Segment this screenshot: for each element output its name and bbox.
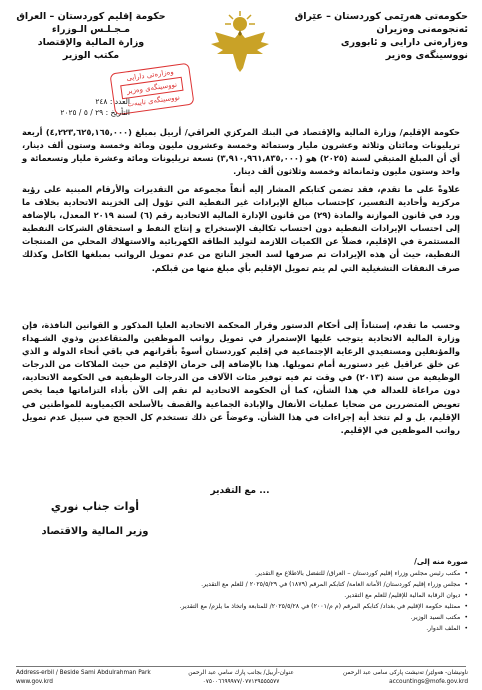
- footer-middle-phone: ٠٧٥٠٠٦٦٩٩٩٧٧/٠٧٧١٣٩٥٥٥٥٧٧: [202, 679, 280, 685]
- footer-middle-address: عنوان-أربيل/ بجانب پارك سامي عبد الرحمن: [188, 670, 294, 676]
- ref-number-value: ٢٤٨: [95, 97, 108, 106]
- kurdistan-emblem-icon: [205, 8, 275, 78]
- cc-item: • الملف الدوار.: [148, 623, 468, 634]
- paragraph-2: علاوةً على ما تقدم، فقد تضمن كتابكم المشار إليه أنفاً مجموعة من التقديرات والأرقام المبنية على رؤية مركزية وأحادية التفسير، كإحتساب مبالغ الإيرادات غير النفطية التي تؤول إلى الخزينة الاتحادية بخلاف ما ورد في قانون الموازنة والمادة (٢٩) من قانون الإدارة المالية الاتحادية رقم (٦) لسنة ٢٠١٩ المعدل، بالإضافة إلى احتساب الإيرادات النفطية دون احتساب تكاليف الإستخراج و إنتاج النفط و استحقاق الشركات النفطية المستثمرة في الإقليم، فضلاً عن الكميات اللازمة لتوليد الطاقة الكهربائية والاستهلاك المحلي من المنتجات النفطية، حيث أن هذه الإيرادات تم صرفها لسد العجز الناتج من عدم تمويل الرواتب بمبلغها الكامل وكذلك صرف النفقات التشغيلية التي لم يتم تمويل الإقليم بأي مبلغ منها من قبلكم.: [22, 184, 460, 273]
- stamp-line1: وەزارەتی دارایی: [125, 67, 175, 83]
- footer-left: [16, 669, 151, 687]
- footer-left-address: Address-erbil / Beside Sami Abdulrahman Park: [16, 670, 151, 676]
- signatory-title: وزير المالية والاقتصاد: [41, 526, 149, 537]
- cc-item: • مجلس وزراء إقليم كوردستان/ الأمانة العامة/ كتابكم المرقم (١٨٧٩) في ٢٠٢٥/٥/٢٩ / للعلم مع التقدير.: [148, 579, 468, 590]
- reference-block: [20, 96, 130, 118]
- closing: مع التقدير ...: [210, 486, 270, 496]
- signatory-name: أوات جناب نوري: [50, 500, 140, 513]
- footer-right-email: accountings@mofe.gov.krd: [389, 679, 468, 685]
- ref-date-label: التأريخ :: [105, 108, 130, 117]
- footer-right: [318, 669, 468, 687]
- header-kurdish-line4: نووسینگەی وەزیر: [385, 50, 468, 61]
- paragraph-1: حكومة الإقليم/ وزارة المالية والإقتصاد في البنك المركزي العراقي/ أربيل بمبلغ (٤,٢٢٣,٦٢٥,١٦٥,٠٠٠) أربعة تريليونات ومائتان وثلاثة وعشرون مليار وستمائة وخمسة وعشرون مليون ومائة وخمسة وستون ألف دينار، أي أن المبلغ المتبقي لسنة (٢٠٢٥) هو (٣,٩١٠,٩٦١,٨٣٥,٠٠٠) تسعة تريليونات ومائة وعشرة مليار وتسعمائة و واحد وستون مليون وثمانمائة وخمسة وثلاثون ألف دينار.: [22, 127, 460, 177]
- stamp-line2: نووسینگەی وەزیر: [120, 77, 183, 99]
- footer-left-web: www.gov.krd: [16, 679, 53, 685]
- header-arabic-line3: وزارة المالية والإقتصاد: [37, 37, 145, 48]
- ref-date-value: ٢٩ / ٥ / ٢٠٢٥: [60, 108, 104, 117]
- footer-divider: [16, 666, 466, 667]
- cc-item: • ممثلية حكومة الإقليم في بغداد/ كتابكم المرقم (م م/٢٠٠١) في ٢٠٢٥/٥/٢٨/ للمتابعة واتخاذ ما يلزم/ مع التقدير.: [148, 601, 468, 612]
- cc-item: • مكتب السيد الوزير.: [148, 612, 468, 623]
- footer-middle: [176, 669, 306, 687]
- header-kurdish-line1: حكومەتی هەرێمی کوردستان – عێراق: [294, 11, 468, 22]
- paragraph-3: وحسب ما تقدم، إستناداً إلى أحكام الدستور وقرار المحكمة الاتحادية العليا المذكور و القوانين النافذة، فإن وزارة المالية الاتحادية يتوجب عليها الإستمرار في تمويل رواتب الموظفين والمتقاعدين وذوي الشـهداء والمؤنفلين ومستفيدي الرعاية الإجتماعية في إقليم كوردستان أسوةً بأقرانهم في باقي أنحاء الدولة و الذي عن خلق عراقيل غير دستورية أمام تمويلها. هذا بالإضافة إلى حرمان الإقليم من حيث الملاكات من الدرجات الوظيفية من سنة (٢٠١٣) في وقت تم فيه توفير مئات الآلاف من الدرجات الوظيفية في الحكومة الاتحادية، دون مراعاة للعدالة في هذا الشأن، كما أن الحكومة الاتحادية لم تقم إلى الآن بأداء التزاماتها فيما يخص تعويض المتضررين من ضحايا عمليات الأنفال والإبادة الجماعية والقصف بالأسلحة الكيمياوية للمواطنين في الإقليم، بل و لم تتخذ أية إجراءات في هذا الشأن. وعوضاً عن ذلك تستخدم كل الحجج في سبيل عدم تمويل رواتب الموظفين في الإقليم.: [22, 320, 460, 435]
- header-arabic-line1: حكومة إقليم كوردستان – العراق: [16, 11, 166, 22]
- stamp-line3: نووسینگەی تایبەت: [126, 93, 181, 109]
- signatory-block: [20, 498, 170, 540]
- header-arabic: [16, 10, 166, 62]
- header-kurdish-line2: ئەنجومەنی وەزیران: [376, 24, 468, 35]
- cc-heading: صورة منه إلى/: [414, 557, 468, 566]
- header-arabic-line4: مكتب الوزير: [62, 50, 120, 61]
- header-arabic-line2: مـجـلـس الـوزراء: [51, 24, 131, 35]
- cc-item: • ديوان الرقابة المالية للإقليم/ للعلم مع التقدير.: [148, 590, 468, 601]
- header-kurdish: [294, 10, 468, 62]
- cc-item: • مكتب رئيس مجلس وزراء إقليم كوردستان – العراق/ للتفضل بالاطلاع مع التقدير.: [148, 568, 468, 579]
- footer-right-address: ناونیشان- هەولێر/ تەنیشت پارکی سامی عبد الرحمن: [343, 670, 468, 676]
- header-kurdish-line3: وەزارەتی دارایی و ئابووری: [340, 37, 468, 48]
- ref-number-label: العدد :: [109, 97, 130, 106]
- cc-list: [148, 556, 468, 634]
